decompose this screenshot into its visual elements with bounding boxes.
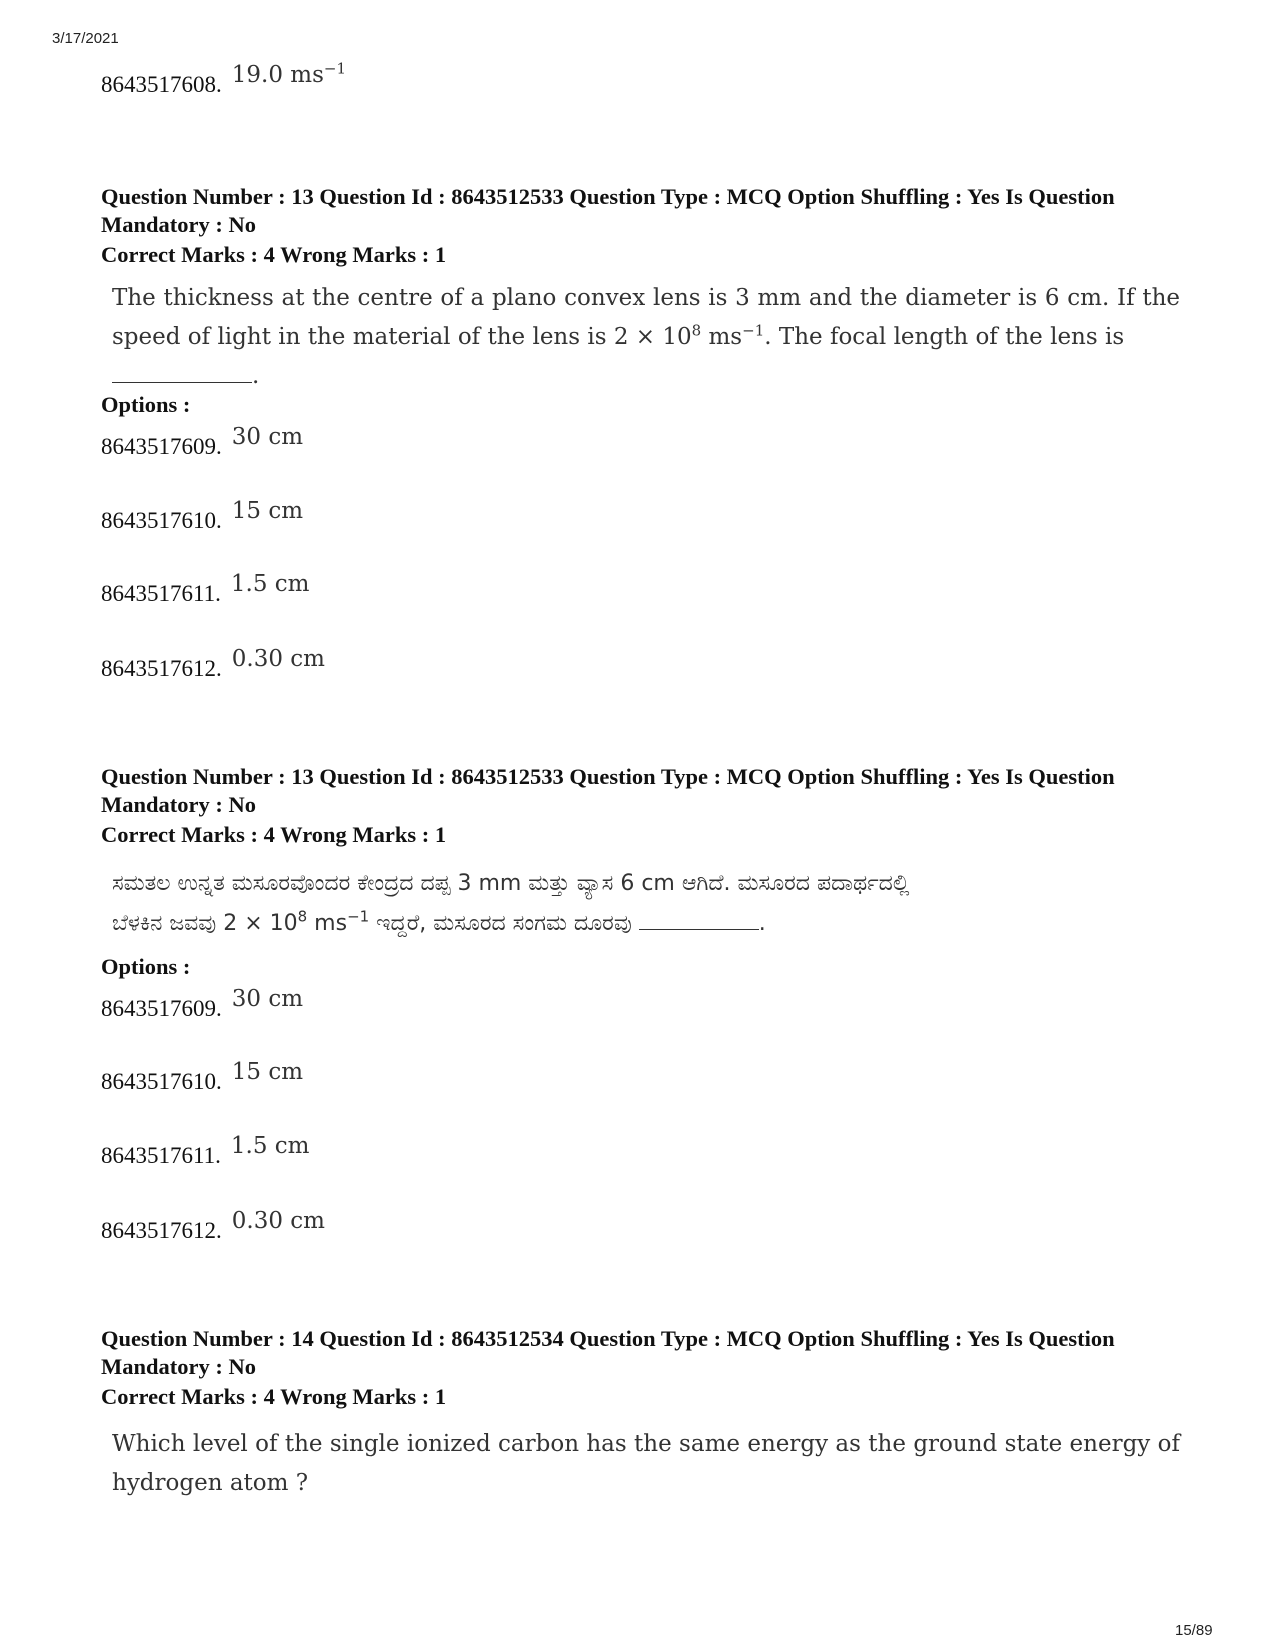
option-id: 8643517609. xyxy=(101,434,222,459)
question-meta: Question Number : 14 Question Id : 8643512534 Question Type : MCQ Option Shuffling : Yes Is Question Mandatory : No xyxy=(101,1326,1115,1379)
answer-blank xyxy=(639,919,759,930)
question-meta: Question Number : 13 Question Id : 8643512533 Question Type : MCQ Option Shuffling : Yes Is Question Mandatory : No xyxy=(101,764,1115,817)
question-marks: Correct Marks : 4 Wrong Marks : 1 xyxy=(101,822,447,847)
option-id: 8643517611. xyxy=(101,1143,221,1168)
option-value: 0.30 cm xyxy=(231,646,325,672)
option-row xyxy=(101,498,303,534)
option-value: 30 cm xyxy=(231,424,304,450)
question-text: The thickness at the centre of a plano convex lens is 3 mm and the diameter is 6 cm. If the speed of light in the material of the lens is $2 \times 10^8$ $ms^{-1}$. The focal length of the lens is . xyxy=(112,285,1180,389)
option-value: 30 cm xyxy=(231,986,304,1012)
option-row xyxy=(101,1059,303,1095)
option-id: 8643517609. xyxy=(101,996,222,1021)
option-row xyxy=(101,1133,310,1169)
option-id: 8643517610. xyxy=(101,1069,222,1094)
question-text: Which level of the single ionized carbon has the same energy as the ground state energy of hydrogen atom ? xyxy=(112,1431,1180,1496)
answer-blank xyxy=(112,372,252,383)
option-id: 8643517612. xyxy=(101,656,222,681)
options-label: Options : xyxy=(101,392,191,417)
question-marks: Correct Marks : 4 Wrong Marks : 1 xyxy=(101,242,447,267)
option-row xyxy=(101,424,303,460)
option-row xyxy=(101,1208,325,1244)
option-row xyxy=(101,571,310,607)
option-value: 1.5 cm xyxy=(230,1133,310,1159)
question-text: ಸಮತಲ ಉನ್ನತ ಮಸೂರವೊಂದರ ಕೇಂದ್ರದ ದಪ್ಪ 3 mm ಮತ್ತು ವ್ಯಾಸ 6 cm ಆಗಿದೆ. ಮಸೂರದ ಪದಾರ್ಥದಲ್ಲಿ ಬೆಳಕಿನ ಜವವು $2 \times 10^8$ $ms^{-1}$ ಇದ್ದರೆ, ಮಸೂರದ ಸಂಗಮ ದೂರವು . xyxy=(112,871,910,936)
option-id: 8643517611. xyxy=(101,581,221,606)
option-value: 15 cm xyxy=(231,498,304,524)
option-value: 0.30 cm xyxy=(231,1208,325,1234)
option-value: 19.0 $ms^{-1}$ xyxy=(231,59,347,88)
question-meta: Question Number : 13 Question Id : 8643512533 Question Type : MCQ Option Shuffling : Yes Is Question Mandatory : No xyxy=(101,184,1115,237)
option-row xyxy=(101,986,303,1022)
options-label: Options : xyxy=(101,954,191,979)
option-id: 8643517610. xyxy=(101,508,222,533)
print-date: 3/17/2021 xyxy=(52,30,119,47)
option-row xyxy=(101,646,325,682)
option-value: 1.5 cm xyxy=(230,571,310,597)
option-value: 15 cm xyxy=(231,1059,304,1085)
page-number: 15/89 xyxy=(1175,1622,1213,1639)
question-marks: Correct Marks : 4 Wrong Marks : 1 xyxy=(101,1384,447,1409)
option-id: 8643517608. xyxy=(101,72,222,97)
option-row xyxy=(101,59,347,98)
option-id: 8643517612. xyxy=(101,1218,222,1243)
